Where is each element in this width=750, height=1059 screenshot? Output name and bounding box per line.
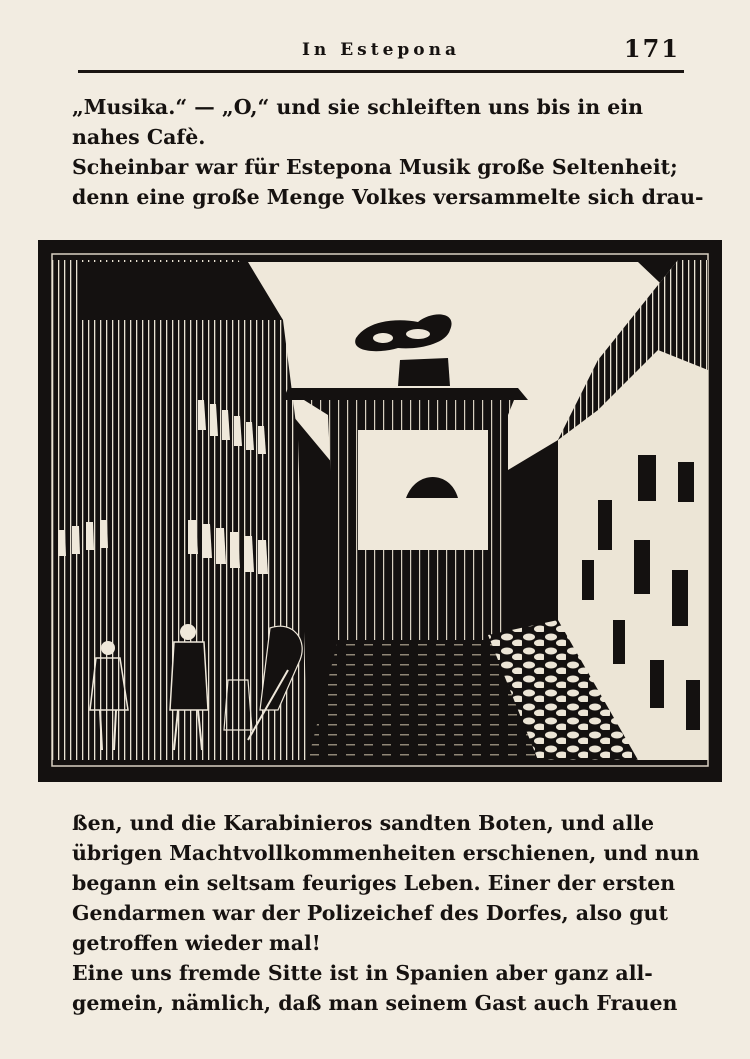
text-line: denn eine große Menge Volkes versammelte sich drau- [72, 185, 704, 209]
text-line: übrigen Machtvollkommenheiten erschienen, und nun [72, 841, 700, 865]
text-line: Gendarmen war der Polizeichef des Dorfes, also gut [72, 901, 668, 925]
page-number: 171 [623, 34, 680, 63]
text-line: „Musika.“ — „O,“ und sie schleiften uns bis in ein [72, 95, 643, 119]
running-title: In Estepona [301, 40, 461, 60]
paragraph-bottom [72, 808, 700, 1018]
text-line: begann ein seltsam feuriges Leben. Einer der ersten [72, 871, 676, 895]
text-line: getroffen wieder mal! [72, 931, 321, 955]
text-line: Scheinbar war für Estepona Musik große Seltenheit; [72, 155, 678, 179]
paragraph-top [72, 92, 704, 212]
running-head [78, 30, 684, 73]
text-line: Eine uns fremde Sitte ist in Spanien aber ganz all- [72, 961, 653, 985]
text-line: gemein, nämlich, daß man seinem Gast auch Frauen [72, 991, 678, 1015]
flag [398, 358, 450, 386]
text-line: ßen, und die Karabinieros sandten Boten, und alle [72, 811, 655, 835]
text-line: nahes Cafè. [72, 125, 206, 149]
woodcut-illustration [38, 240, 722, 782]
